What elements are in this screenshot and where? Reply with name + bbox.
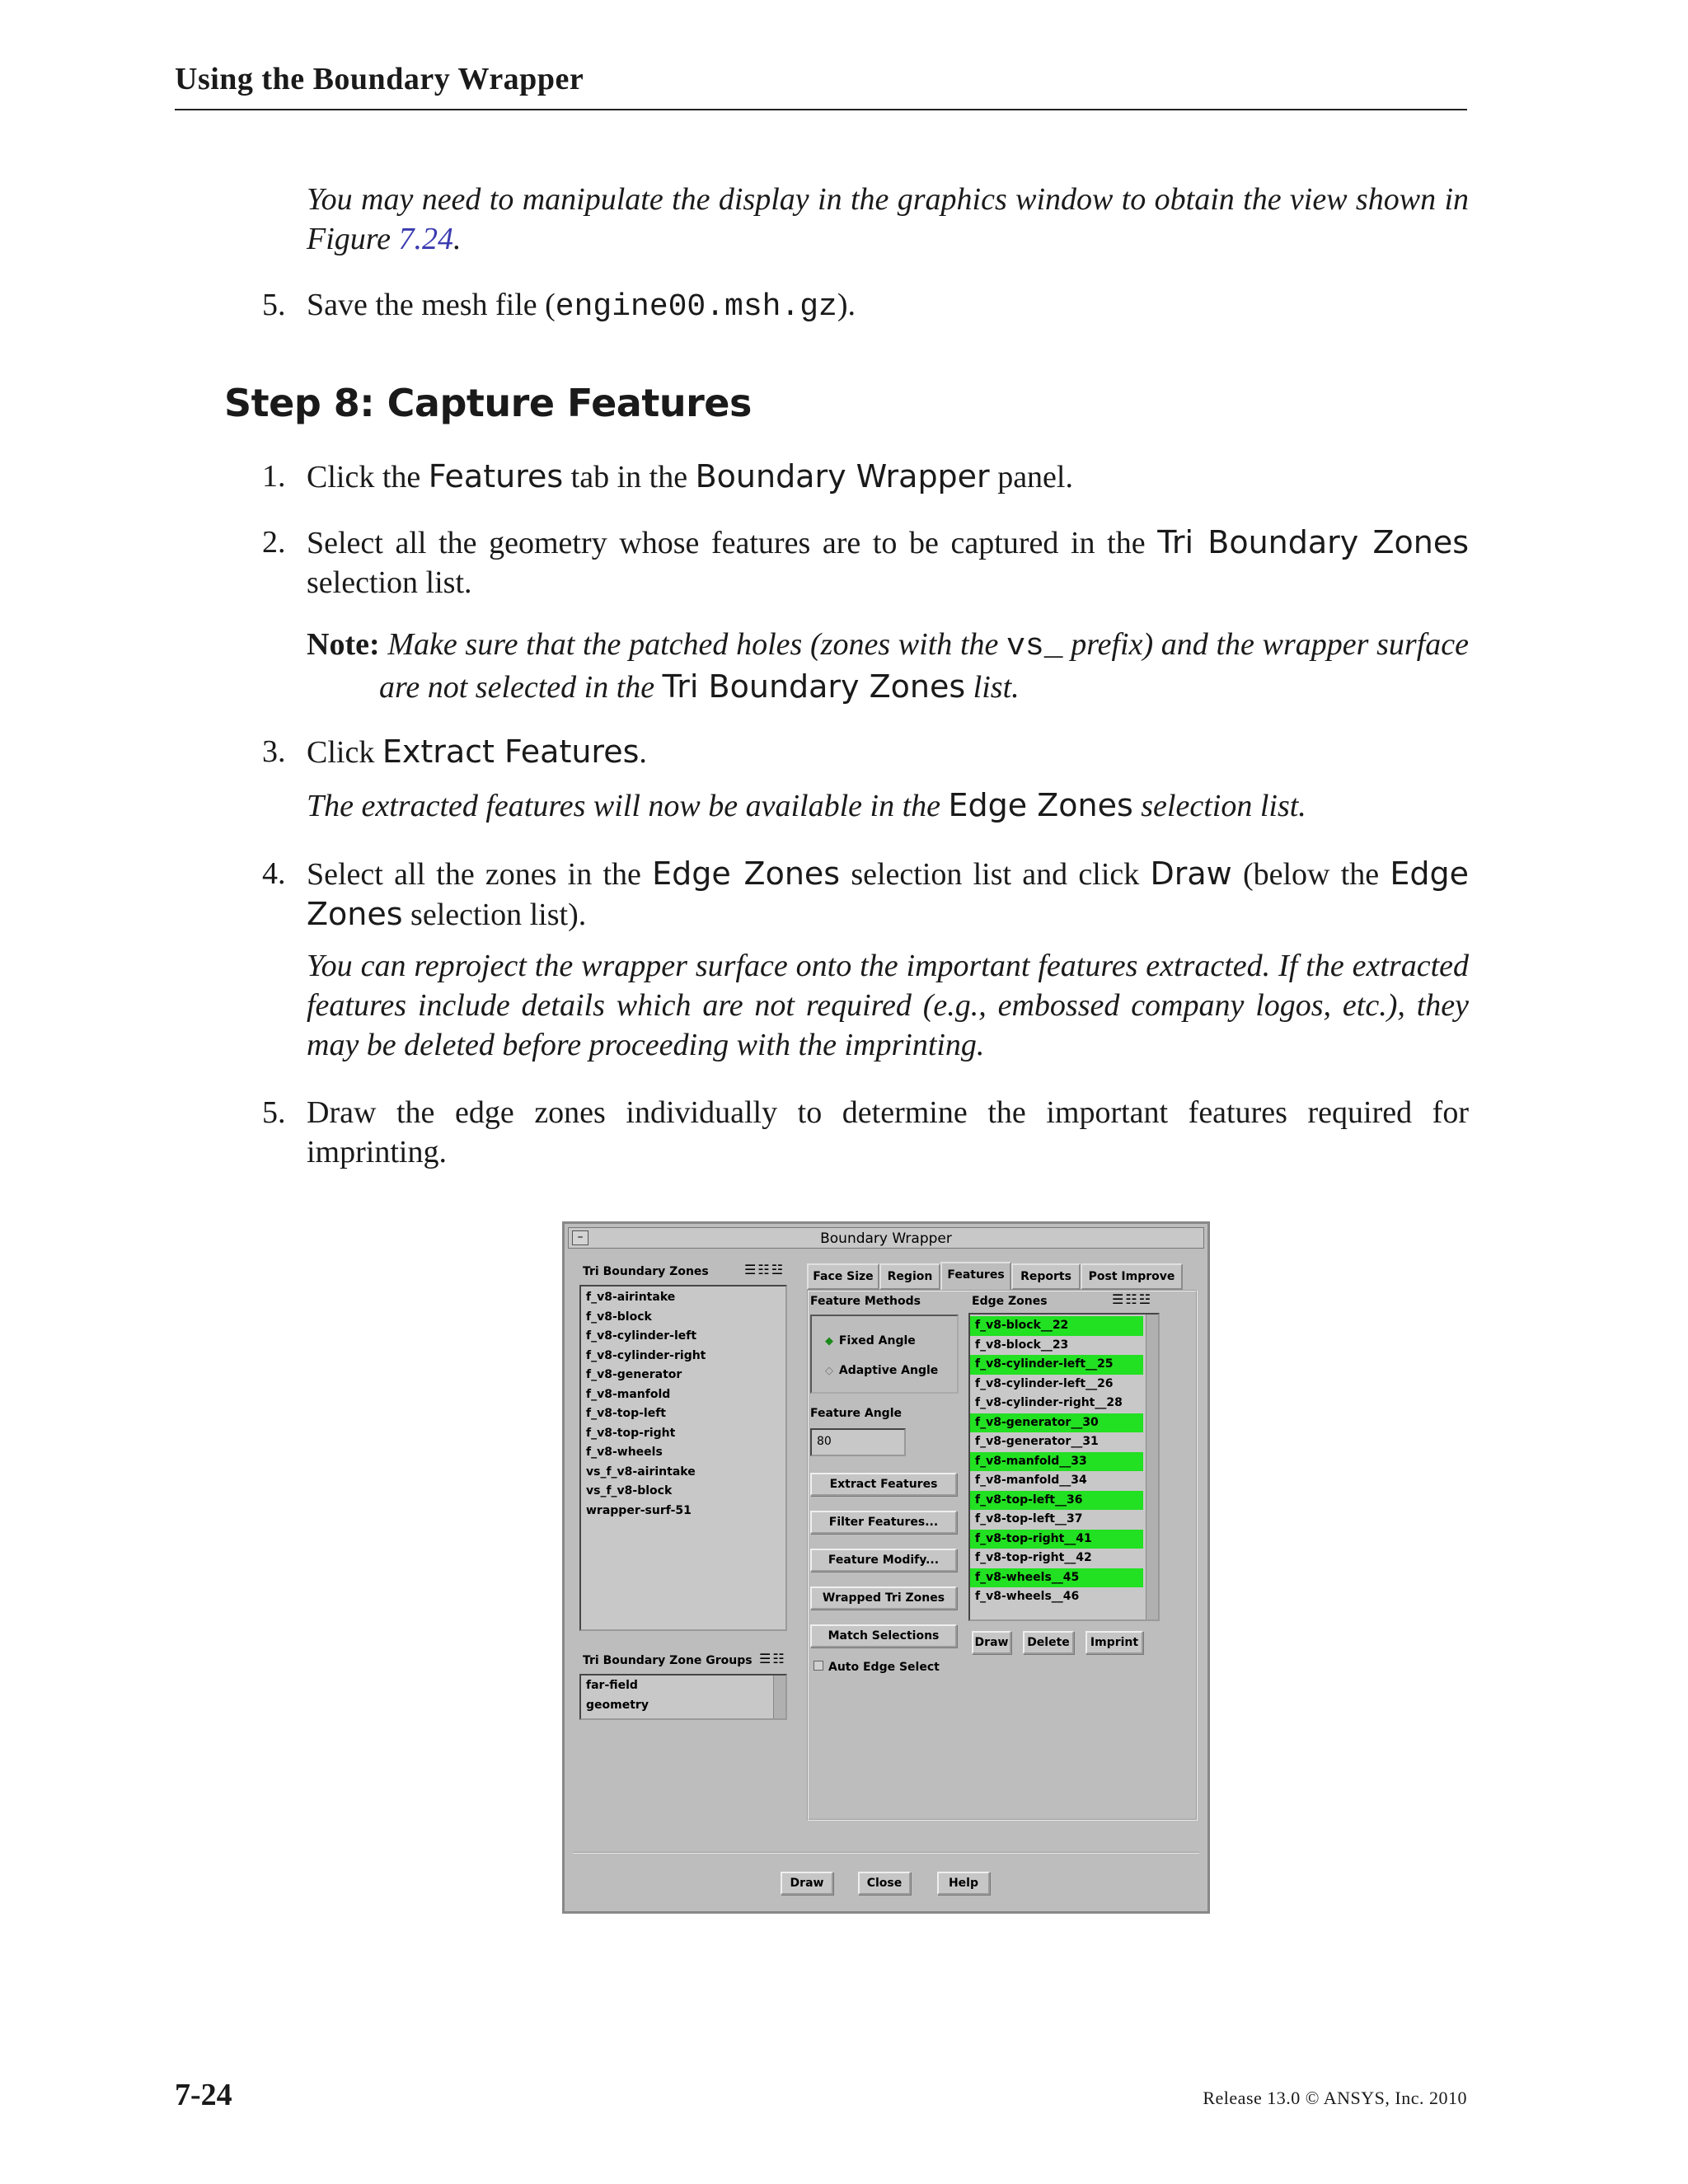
item-5-number: 5. [262,1095,286,1130]
item-4-number: 4. [262,856,286,891]
save-step-before: Save the mesh file ( [307,288,556,322]
save-step-text [307,285,1469,327]
tri-zones-label: Tri Boundary Zones [583,1265,709,1278]
item-3-text [307,732,1469,772]
tri-zone-item[interactable]: f_v8-airintake [586,1291,676,1304]
note-block [307,625,1469,707]
edge-zone-item[interactable]: f_v8-cylinder-left__25 [970,1355,1143,1375]
tab-reports[interactable]: Reports [1011,1263,1081,1290]
panel-draw-button[interactable]: Draw [781,1872,833,1895]
step-heading: Step 8: Capture Features [224,381,752,425]
window-menu-icon[interactable]: – [572,1230,588,1245]
intro-note-text: You may need to manipulate the display in the graphics window to obtain the view shown in Figure [307,182,1469,256]
panel-titlebar [568,1227,1204,1249]
tri-zones-list[interactable] [579,1285,787,1631]
note-t1: Make sure that the patched holes (zones with the [379,627,1007,662]
feature-angle-input[interactable]: 80 [810,1428,906,1456]
item-2-t2: selection list. [307,565,472,600]
tab-post-improve[interactable]: Post Improve [1081,1263,1183,1290]
running-header [175,58,1467,110]
tab-features[interactable]: Features [940,1262,1011,1291]
item-3-comment [307,785,1469,826]
mesh-filename: engine00.msh.gz [555,289,837,325]
save-step-number: 5. [262,288,286,322]
edge-zones-select-icons[interactable]: ☰☷☳ [1112,1291,1153,1307]
radio-fixed-angle-label: Fixed Angle [838,1334,916,1347]
item-4-t4: selection list). [402,898,587,932]
item-2-t1: Select all the geometry whose features are to be captured in the [307,526,1158,560]
panel-separator [573,1852,1199,1854]
auto-edge-label: Auto Edge Select [828,1661,940,1674]
intro-note [307,180,1469,259]
tri-zones-select-icons[interactable]: ☰☷☳ [744,1262,785,1277]
tri-zone-item[interactable]: f_v8-top-right [586,1426,676,1440]
item-3-gui-extract: Extract Features [382,733,640,770]
feature-methods-group [810,1315,959,1394]
item-2-text [307,523,1469,602]
item-3-comment-t2: selection list. [1132,789,1306,823]
tri-zone-item[interactable]: vs_f_v8-airintake [586,1465,696,1479]
running-header-title: Using the Boundary Wrapper [175,62,584,96]
item-1-text [307,457,1469,497]
item-4-t2: selection list and click [840,857,1151,892]
tri-zone-item[interactable]: f_v8-manfold [586,1387,671,1401]
feature-methods-label: Feature Methods [810,1295,921,1308]
edge-zone-item[interactable]: f_v8-cylinder-left__26 [975,1376,1114,1390]
tri-zone-item[interactable]: f_v8-block [586,1310,652,1324]
extract-features-button[interactable]: Extract Features [810,1473,957,1496]
edge-zone-item[interactable]: f_v8-generator__31 [975,1435,1099,1448]
note-t2: prefix) and the wrapper surface are not selected in the [379,627,1469,705]
item-1-t2: tab in the [563,460,696,494]
item-1-t1: Click the [307,460,429,494]
edge-zones-label: Edge Zones [972,1295,1048,1308]
boundary-wrapper-panel [562,1221,1210,1914]
edge-zone-item[interactable]: f_v8-top-left__37 [975,1512,1083,1526]
match-selections-button[interactable]: Match Selections [810,1624,957,1647]
save-step-after: ). [837,288,856,322]
panel-close-button[interactable]: Close [858,1872,911,1895]
zone-groups-label: Tri Boundary Zone Groups [583,1654,753,1667]
item-3-t1: Click [307,735,382,770]
zone-group-item[interactable]: geometry [586,1698,649,1712]
release-notice: Release 13.0 © ANSYS, Inc. 2010 [1203,2088,1467,2108]
note-prefix-code: vs_ [1006,629,1063,664]
edge-draw-button[interactable]: Draw [972,1631,1011,1654]
radio-adaptive-angle[interactable] [825,1364,938,1377]
edge-zone-item[interactable]: f_v8-wheels__46 [975,1590,1080,1603]
figure-link[interactable]: 7.24 [398,222,454,256]
edge-zone-item[interactable]: f_v8-wheels__45 [970,1568,1143,1588]
item-1-gui-wrapper: Boundary Wrapper [695,458,990,494]
edge-zone-item[interactable]: f_v8-cylinder-right__28 [975,1396,1123,1409]
auto-edge-checkbox-icon [814,1661,823,1671]
item-3-t2: . [639,735,647,770]
tri-zone-item[interactable]: f_v8-generator [586,1368,682,1381]
tri-zone-item[interactable]: wrapper-surf-51 [586,1503,692,1517]
edge-zone-item[interactable]: f_v8-generator__30 [970,1413,1143,1433]
note-gui-tri-zones: Tri Boundary Zones [662,668,966,705]
item-2-number: 2. [262,525,286,560]
tri-zone-item[interactable]: f_v8-top-left [586,1407,666,1420]
radio-unselected-icon: ◇ [825,1365,833,1377]
item-1-gui-features: Features [428,458,564,494]
edge-imprint-button[interactable]: Imprint [1085,1631,1143,1654]
item-4-gui-edge-zones: Edge Zones [652,855,841,892]
item-3-comment-t1: The extracted features will now be available in the [307,789,949,823]
auto-edge-select[interactable] [814,1661,940,1674]
page-number: 7-24 [175,2078,232,2112]
item-4-text [307,854,1469,935]
zone-groups-select-icons[interactable]: ☰☷ [759,1651,786,1666]
feature-modify-button[interactable]: Feature Modify... [810,1549,957,1572]
tab-region[interactable]: Region [879,1263,940,1290]
edge-zone-item[interactable]: f_v8-top-right__41 [970,1530,1143,1549]
tri-zone-item[interactable]: f_v8-cylinder-left [586,1329,697,1343]
item-2-gui-tri-zones: Tri Boundary Zones [1157,524,1469,560]
filter-features-button[interactable]: Filter Features... [810,1511,957,1534]
item-3-comment-gui: Edge Zones [948,787,1133,823]
item-4-comment: You can reproject the wrapper surface onto the important features extracted. If the extracted features include details which are not required (e.g., embossed company logos, etc.), they may be deleted before proceeding with the imprinting. [307,949,1469,1062]
feature-angle-label: Feature Angle [810,1407,902,1420]
item-1-number: 1. [262,459,286,494]
wrapped-tri-zones-button[interactable]: Wrapped Tri Zones [810,1586,957,1610]
tri-zone-item[interactable]: f_v8-cylinder-right [586,1348,706,1362]
radio-fixed-angle[interactable] [825,1334,916,1347]
item-4-gui-edge-zones-2: Edge Zones [307,855,1469,932]
note-t3: list. [965,670,1020,705]
radio-adaptive-angle-label: Adaptive Angle [838,1364,939,1377]
panel-title: Boundary Wrapper [820,1230,952,1247]
edge-zones-scrollbar[interactable] [1146,1315,1158,1619]
radio-selected-icon: ◆ [825,1335,833,1347]
edge-zone-item[interactable]: f_v8-block__22 [970,1316,1143,1336]
edge-zone-item[interactable]: f_v8-top-right__42 [975,1551,1092,1564]
tri-zone-item[interactable]: vs_f_v8-block [586,1484,673,1497]
item-4-t3: (below the [1231,857,1390,892]
edge-zones-list[interactable] [968,1313,1160,1621]
edge-zone-item[interactable]: f_v8-manfold__34 [975,1474,1087,1487]
item-4-gui-draw: Draw [1150,855,1232,892]
item-3-number: 3. [262,734,286,769]
edge-zone-item[interactable]: f_v8-manfold__33 [970,1452,1143,1472]
edge-delete-button[interactable]: Delete [1023,1631,1074,1654]
item-4-t1: Select all the zones in the [307,857,653,892]
panel-help-button[interactable]: Help [937,1872,990,1895]
tab-face-size[interactable]: Face Size [807,1263,879,1290]
item-1-t3: panel. [989,460,1073,494]
edge-zone-item[interactable]: f_v8-block__23 [975,1338,1069,1352]
zone-groups-scrollbar[interactable] [773,1675,785,1718]
intro-note-end: . [453,222,462,256]
edge-zone-item[interactable]: f_v8-top-left__36 [970,1491,1143,1511]
zone-groups-list[interactable] [579,1674,787,1720]
note-label: Note: [307,627,380,662]
zone-group-item[interactable]: far-field [586,1679,638,1692]
item-5-text: Draw the edge zones individually to determine the important features required for imprinting. [307,1095,1469,1169]
tri-zone-item[interactable]: f_v8-wheels [586,1446,663,1459]
